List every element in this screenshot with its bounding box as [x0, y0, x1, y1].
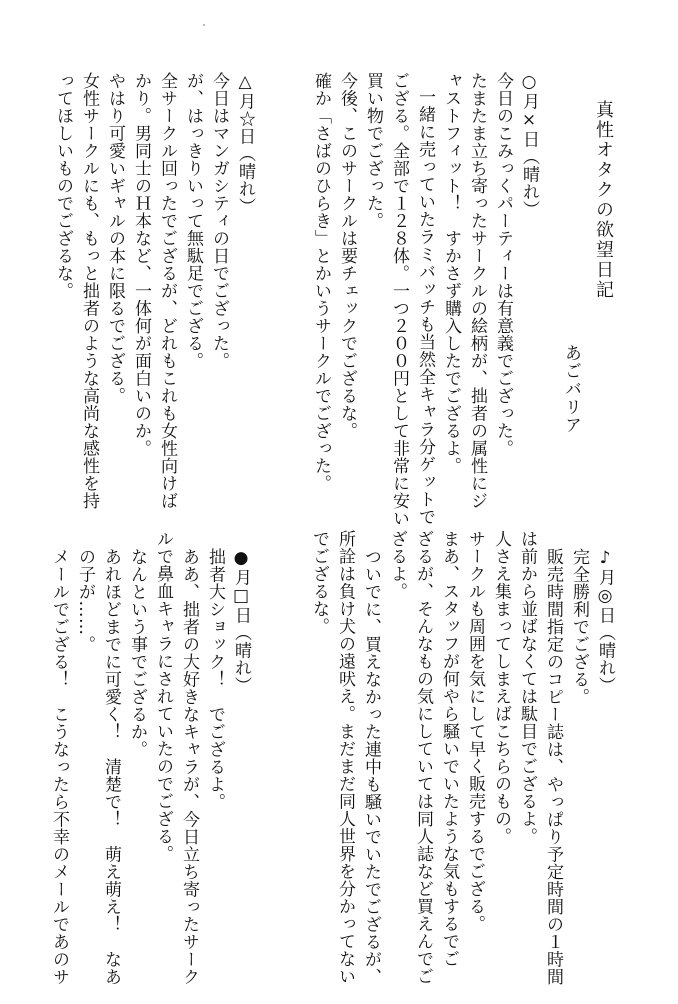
print-speck — [203, 24, 205, 26]
text-line: やはり可愛いギャルの本に限るでござる。 — [105, 72, 125, 405]
text-line: ついでに、買えなかった連中も騒いでいたでござるが、 — [361, 548, 381, 986]
document-title: 真性オタクの欲望日記 — [593, 100, 614, 300]
text-line: たまたま立ち寄ったサークルの絵柄が、拙者の属性にジ — [467, 72, 487, 510]
text-line: でござるな。 — [309, 530, 329, 635]
text-line: ャストフィット！ すかさず購入したでござるよ。 — [441, 72, 461, 475]
text-line: ルで鼻血キャラにされていたのでござる。 — [153, 530, 173, 863]
text-line: 買い物でござった。 — [363, 72, 383, 230]
text-line: メールでござる！ こうなったら不幸のメールであのサ — [49, 548, 69, 986]
text-line: 今後、このサークルは要チェックでござるな。 — [337, 72, 357, 440]
text-line: なんという事でござるか。 — [127, 548, 147, 758]
text-line: ざるが、そんなもの気にしていては同人誌など買えんでご — [413, 530, 433, 985]
text-line: ってほしいものでござるな。 — [53, 72, 73, 300]
text-line: ○月×日（晴れ） — [519, 72, 539, 218]
text-line: は前から並ばなくては駄目でござるよ。 — [517, 530, 537, 845]
text-line: 一緒に売っていたラミバッチも当然全キャラ分ゲットで — [415, 88, 435, 526]
text-line: 完全勝利でござる。 — [569, 548, 589, 706]
text-line: サークルも周囲を気にして早く販売するでござる。 — [465, 530, 485, 933]
text-line: 確か「さばのひらき」とかいうサークルでござった。 — [311, 72, 331, 492]
text-line: かり。男同士のＨ本など、一体何が面白いのか。 — [131, 72, 151, 457]
text-line: △月☆日（晴れ） — [235, 72, 255, 215]
text-line: 今日はマンガシティの日でござった。 — [209, 72, 229, 370]
text-line: 人さえ集まってしまえばこちらのもの。 — [491, 530, 511, 845]
text-line: 拙者大ショック！ でござるよ。 — [205, 548, 225, 811]
text-line: の子が……。 — [75, 548, 95, 653]
text-line: 女性サークルにも、もっと拙者のような高尚な感性を持 — [79, 72, 99, 510]
text-line: が、はっきりいって無駄足でござる。 — [183, 72, 203, 370]
text-line: 全サークル回ったでござるが、どれもこれも女性向けば — [157, 72, 177, 510]
text-line: ♪月◎日（晴れ） — [595, 548, 615, 694]
text-line: 今日のこみっくパーティーは有意義でござった。 — [493, 72, 513, 457]
text-line: ●月□日（晴れ） — [231, 548, 251, 694]
document-author: あごバリア — [561, 344, 581, 434]
text-line: ああ、拙者の大好きなキャラが、今日立ち寄ったサーク — [179, 548, 199, 986]
text-line: まあ、スタッフが何やら騒いでいたような気もするでご — [439, 530, 459, 968]
text-line: ござる。全部で１２８体。一つ２００円として非常に安い — [389, 72, 409, 527]
text-line: あれほどまでに可愛く！ 清楚で！ 萌え萌え！ なあ — [101, 548, 121, 986]
text-line: 販売時間指定のコピー誌は、やっぱり予定時間の１時間 — [543, 548, 563, 986]
text-line: 所詮は負け犬の遠吠え。まだまだ同人世界を分かってない — [335, 530, 355, 985]
text-line: ざるよ。 — [387, 530, 407, 600]
